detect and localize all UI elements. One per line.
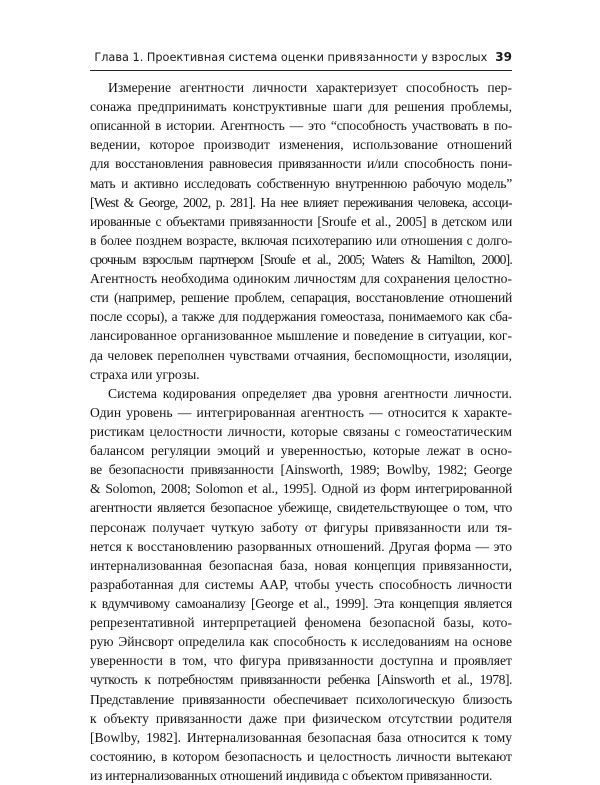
paragraph [90, 78, 512, 384]
text-line: рую Эйнсворт определила как способность к исследованиям на основе [90, 634, 512, 650]
text-line: состоянию, в котором безопасность и целостность личности вытекают [90, 748, 512, 764]
text-line: [West & George, 2002, p. 281]. На нее влияет переживания человека, ассоци- [90, 194, 512, 210]
text-line: Один уровень — интегрированная агентность — относится к характе- [90, 404, 512, 420]
text-line: для восстановления равновесия привязанности и/или способность пони- [90, 156, 512, 172]
text-line: Агентность необходима одиноким личностям для сохранения целостно- [90, 271, 512, 287]
text-line: ристикам целостности личности, которые связаны с гомеостатическим [90, 423, 512, 439]
header-rule [90, 70, 512, 71]
text-line: к объекту привязанности даже при физическом отсутствии родителя [90, 710, 512, 726]
text-line: мать и активно исследовать собственную внутреннюю рабочую модель” [90, 175, 512, 191]
text-line: сонажа предпринимать конструктивные шаги для решения проблемы, [90, 99, 512, 115]
text-line: ведении, которое производит изменения, использование отношений [90, 137, 512, 153]
text-line: Представление привязанности обеспечивает психологическую близость [90, 691, 512, 707]
text-line: сти (например, решение проблем, сепарация, восстановление отношений [90, 290, 512, 306]
text-line: срочным взрослым партнером [Sroufe et al., 2005; Waters & Hamilton, 2000]. [90, 251, 512, 267]
text-line: страха или угрозы. [90, 366, 200, 382]
text-line: лансированное организованное мышление и поведение в ситуации, ког- [90, 328, 512, 344]
text-line: персонаж получает чуткую заботу от фигуры привязанности или тя- [90, 519, 512, 535]
text-line: репрезентативной интерпретацией феномена безопасной базы, кото- [90, 615, 512, 631]
text-line: балансом регуляции эмоций и уверенностью, которые лежат в осно- [90, 443, 512, 459]
text-line: ве безопасности привязанности [Ainsworth, 1989; Bowlby, 1982; George [90, 462, 512, 478]
chapter-title: Глава 1. Проективная система оценки привязанности у взрослых [94, 51, 488, 64]
text-line: да человек переполнен чувствами отчаяния, беспомощности, изоляции, [90, 347, 512, 363]
text-line: нется к восстановлению разорванных отношений. Другая форма — это [90, 538, 512, 554]
text-line: Измерение агентности личности характеризует способность пер- [108, 80, 512, 95]
body-text [90, 78, 512, 785]
text-line: к вдумчивому самоанализу [George et al., 1999]. Эта концепция является [90, 595, 512, 611]
text-line: в более позднем возрасте, включая психотерапию или отношения с долго- [90, 232, 512, 248]
page-number: 39 [495, 50, 512, 64]
text-line: & Solomon, 2008; Solomon et al., 1995]. Одной из форм интегрированной [90, 481, 512, 497]
text-line: уверенности в том, что фигура привязанности доступна и проявляет [90, 653, 512, 669]
text-line: Система кодирования определяет два уровня агентности личности. [108, 385, 512, 401]
text-line: агентности является безопасное убежище, свидетельствующее о том, что [90, 500, 512, 516]
running-head [90, 50, 512, 68]
text-line: после ссоры), а также для поддержания гомеостаза, понимаемого как сба- [90, 309, 512, 325]
text-line: описанной в истории. Агентность — это “способность участвовать в по- [90, 118, 512, 134]
text-line: из интернализованных отношений индивида с объектом привязанности. [90, 767, 493, 783]
text-line: интернализованная безопасная база, новая концепция привязанности, [90, 557, 512, 573]
paragraph [90, 384, 512, 785]
text-line: ированные с объектами привязанности [Sroufe et al., 2005] в детском или [90, 213, 512, 229]
text-line: чуткость к потребностям привязанности ребенка [Ainsworth et al., 1978]. [90, 672, 512, 688]
text-line: разработанная для системы AAP, чтобы учесть способность личности [90, 576, 512, 592]
text-line: [Bowlby, 1982]. Интернализованная безопасная база относится к тому [90, 729, 512, 745]
